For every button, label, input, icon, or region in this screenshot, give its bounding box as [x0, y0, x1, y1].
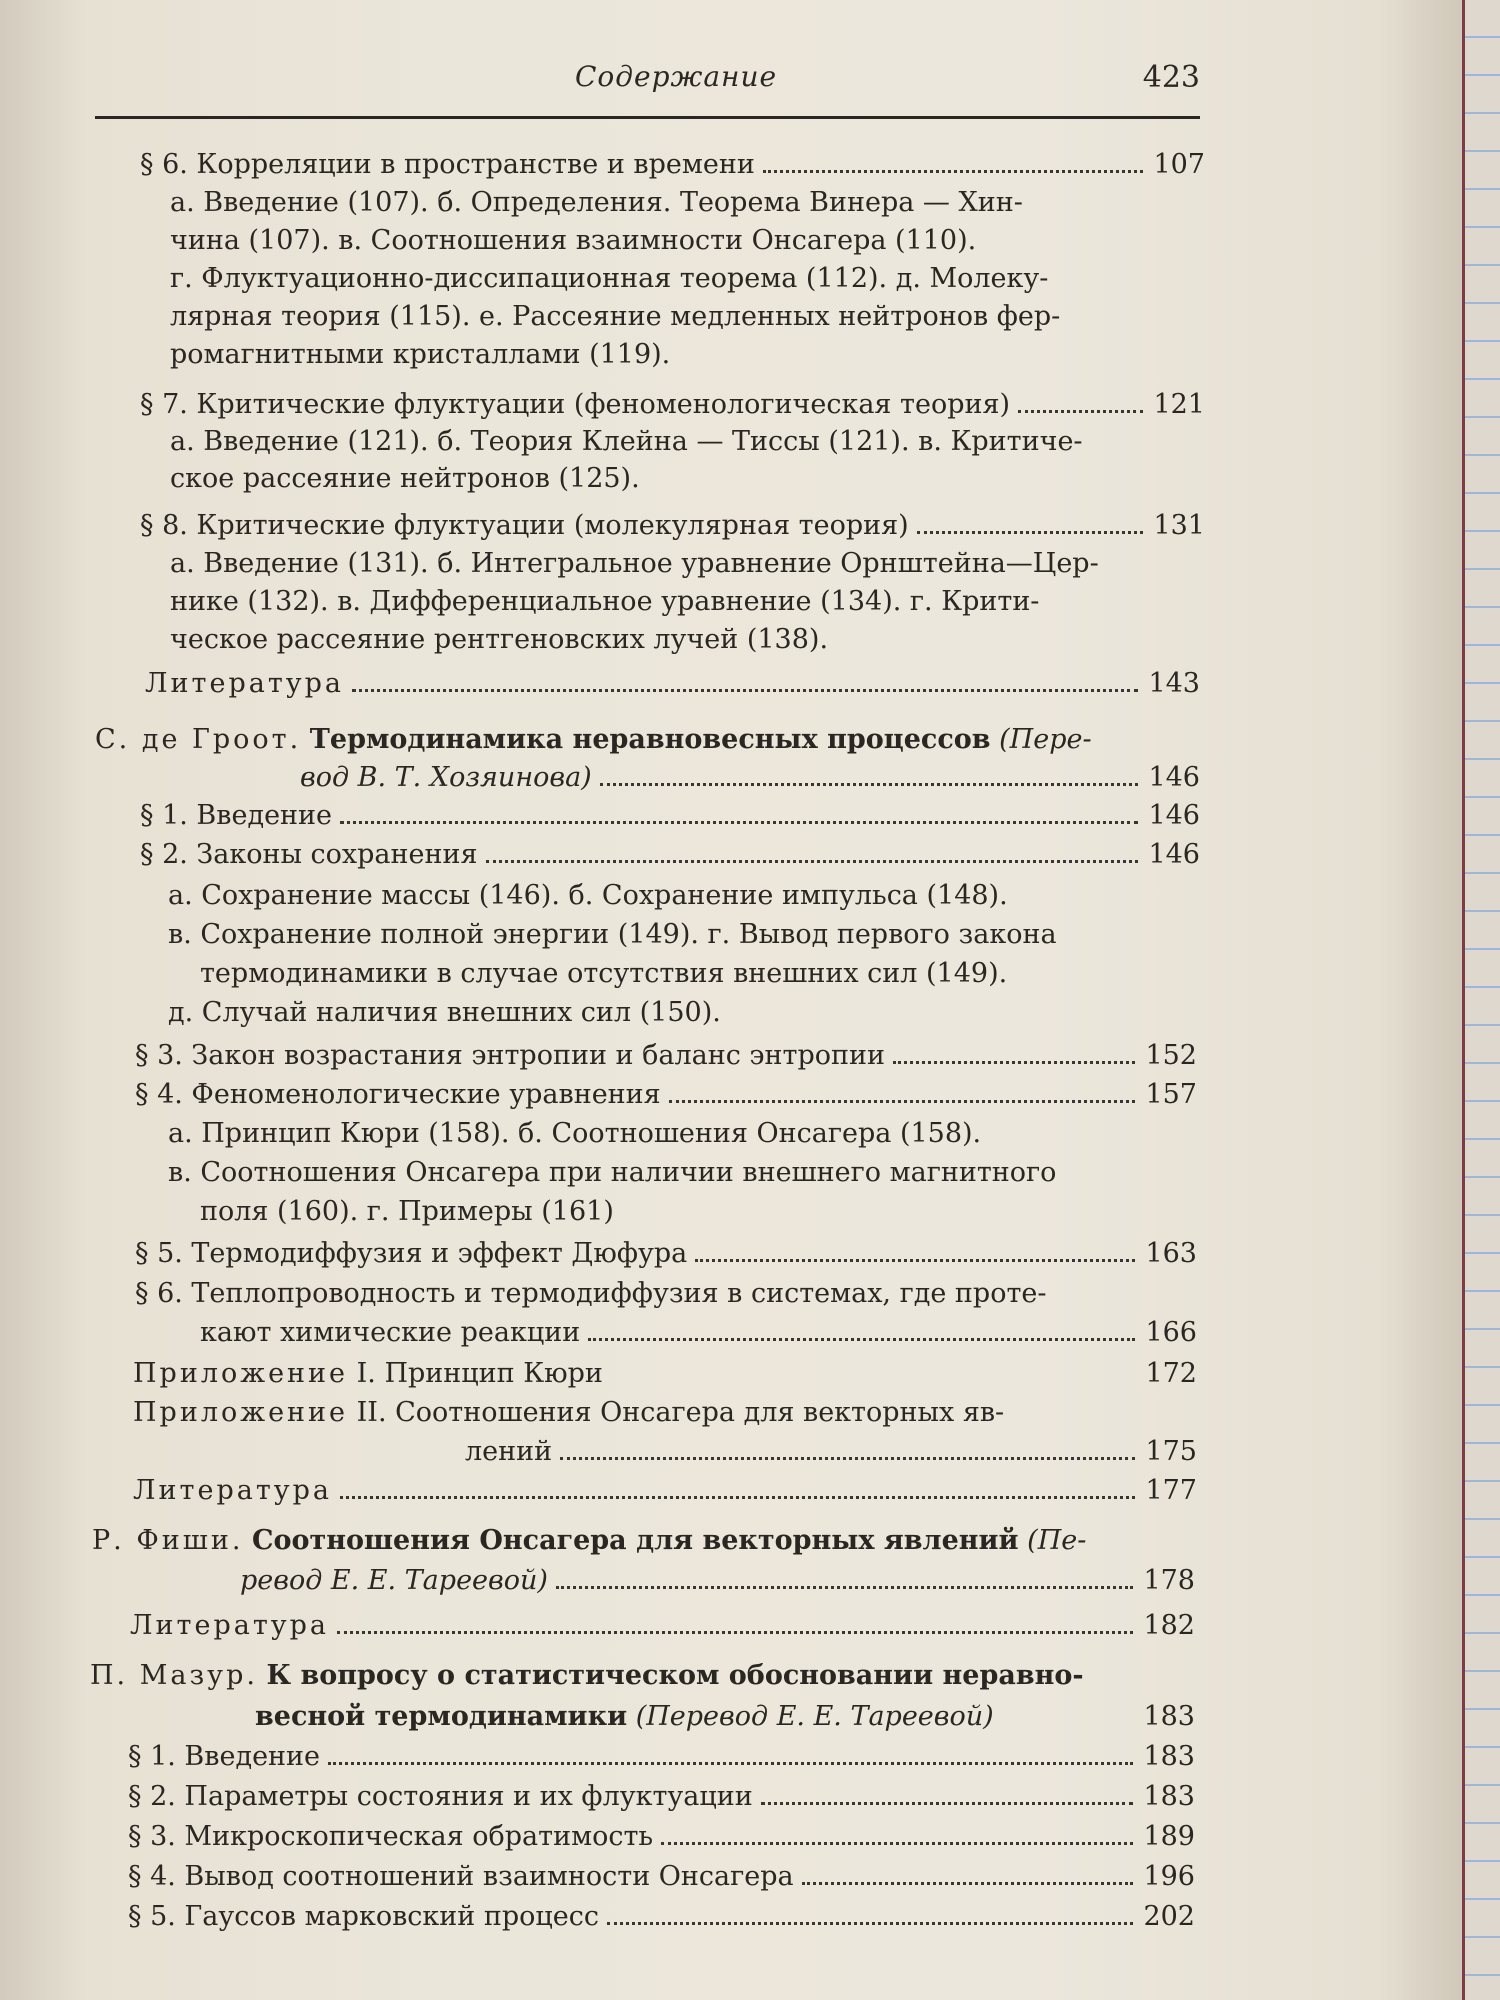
article-author: С. де Гроот.	[95, 724, 302, 755]
toc-bibliography: Литература 182	[130, 1606, 1195, 1646]
toc-entry: лений 175	[465, 1432, 1197, 1472]
toc-article-title	[95, 720, 1125, 760]
article-author: Р. Фиши.	[92, 1525, 244, 1556]
toc-entry: § 8. Критические флуктуации (молекулярная теория) 131	[140, 506, 1205, 546]
toc-entry: § 1. Введение 183	[128, 1737, 1195, 1777]
toc-bibliography: Литература 177	[133, 1471, 1197, 1511]
toc-subentry-text: поля (160). г. Примеры (161)	[200, 1196, 614, 1227]
toc-subentry-text: в. Соотношения Онсагера при наличии внешнего магнитного	[168, 1157, 1057, 1188]
toc-entry: § 3. Микроскопическая обратимость 189	[128, 1817, 1195, 1857]
toc-subentry-text: лярная теория (115). е. Рассеяние медленных нейтронов фер-	[170, 301, 1061, 332]
toc-entry: ревод Е. Е. Тареевой) 178	[240, 1561, 1195, 1601]
toc-entry: § 3. Закон возрастания энтропии и баланс энтропии 152	[135, 1036, 1197, 1076]
toc-subentry-text: нике (132). в. Дифференциальное уравнение (134). г. Крити-	[170, 586, 1040, 617]
toc-subentry-text: а. Введение (107). б. Определения. Теорема Винера — Хин-	[170, 187, 1023, 218]
toc-subentry-text: термодинамики в случае отсутствия внешних сил (149).	[200, 958, 1008, 989]
toc-subentry-text: ское рассеяние нейтронов (125).	[170, 463, 640, 494]
toc-subentry-text: д. Случай наличия внешних сил (150).	[168, 997, 721, 1028]
toc-subentry-text: в. Сохранение полной энергии (149). г. Вывод первого закона	[168, 919, 1057, 950]
toc-entry: § 5. Термодиффузия и эффект Дюфура 163	[135, 1234, 1197, 1274]
toc-entry: кают химические реакции 166	[200, 1313, 1197, 1353]
toc-appendix: Приложение I. Принцип Кюри 172	[133, 1358, 1197, 1389]
running-header	[95, 56, 1200, 119]
toc-article-title	[90, 1656, 1110, 1696]
article-translator: (Пе-	[1027, 1525, 1087, 1556]
toc-article-title	[92, 1521, 1127, 1561]
article-title: Соотношения Онсагера для векторных явлений	[252, 1525, 1019, 1556]
toc-subentry-text: а. Сохранение массы (146). б. Сохранение импульса (148).	[168, 880, 1008, 911]
toc-bibliography: Литература 143	[145, 664, 1200, 704]
page-number: 423	[1142, 60, 1200, 95]
toc-entry: § 5. Гауссов марковский процесс 202	[128, 1897, 1195, 1937]
toc-entry: § 6. Корреляции в пространстве и времени 107	[140, 145, 1205, 185]
toc-entry: вод В. Т. Хозяинова) 146	[300, 758, 1200, 798]
toc-appendix: Приложение II. Соотношения Онсагера для векторных яв-	[133, 1393, 1128, 1433]
appendix-label: Приложение	[133, 1397, 349, 1428]
toc-subentry-text: а. Введение (121). б. Теория Клейна — Тиссы (121). в. Критиче-	[170, 426, 1083, 457]
article-title: К вопросу о статистическом обосновании неравно-	[266, 1660, 1084, 1691]
article-translator: (Пере-	[999, 724, 1092, 755]
toc-subentry-text: ромагнитными кристаллами (119).	[170, 339, 671, 370]
article-translator: (Перевод Е. Е. Тареевой)	[635, 1701, 994, 1732]
toc-subentry-text: г. Флуктуационно-диссипационная теорема (112). д. Молеку-	[170, 263, 1049, 294]
toc-entry: § 7. Критические флуктуации (феноменологическая теория) 121	[140, 385, 1205, 425]
toc-subentry-text: а. Принцип Кюри (158). б. Соотношения Онсагера (158).	[168, 1118, 982, 1149]
notebook-edge	[1462, 0, 1500, 2000]
toc-entry: § 4. Вывод соотношений взаимности Онсагера 196	[128, 1857, 1195, 1897]
toc-entry: § 1. Введение 146	[140, 796, 1200, 836]
toc-entry: § 4. Феноменологические уравнения 157	[135, 1075, 1197, 1115]
toc-entry: § 2. Параметры состояния и их флуктуации 183	[128, 1777, 1195, 1817]
toc-entry: § 2. Законы сохранения 146	[140, 835, 1200, 875]
appendix-label: Приложение	[133, 1358, 349, 1389]
article-author: П. Мазур.	[90, 1660, 258, 1691]
toc-subentry-text: чина (107). в. Соотношения взаимности Онсагера (110).	[170, 225, 977, 256]
toc-entry-text: § 6. Теплопроводность и термодиффузия в системах, где проте-	[135, 1278, 1047, 1309]
article-title: Термодинамика неравновесных процессов	[309, 724, 991, 755]
toc-subentry-text: ческое рассеяние рентгеновских лучей (138).	[170, 624, 829, 655]
page-header-title: Содержание	[575, 60, 778, 93]
toc-subentry-text: а. Введение (131). б. Интегральное уравнение Орнштейна—Цер-	[170, 548, 1099, 579]
toc-entry: весной термодинамики (Перевод Е. Е. Тареевой) 183	[255, 1701, 1195, 1732]
